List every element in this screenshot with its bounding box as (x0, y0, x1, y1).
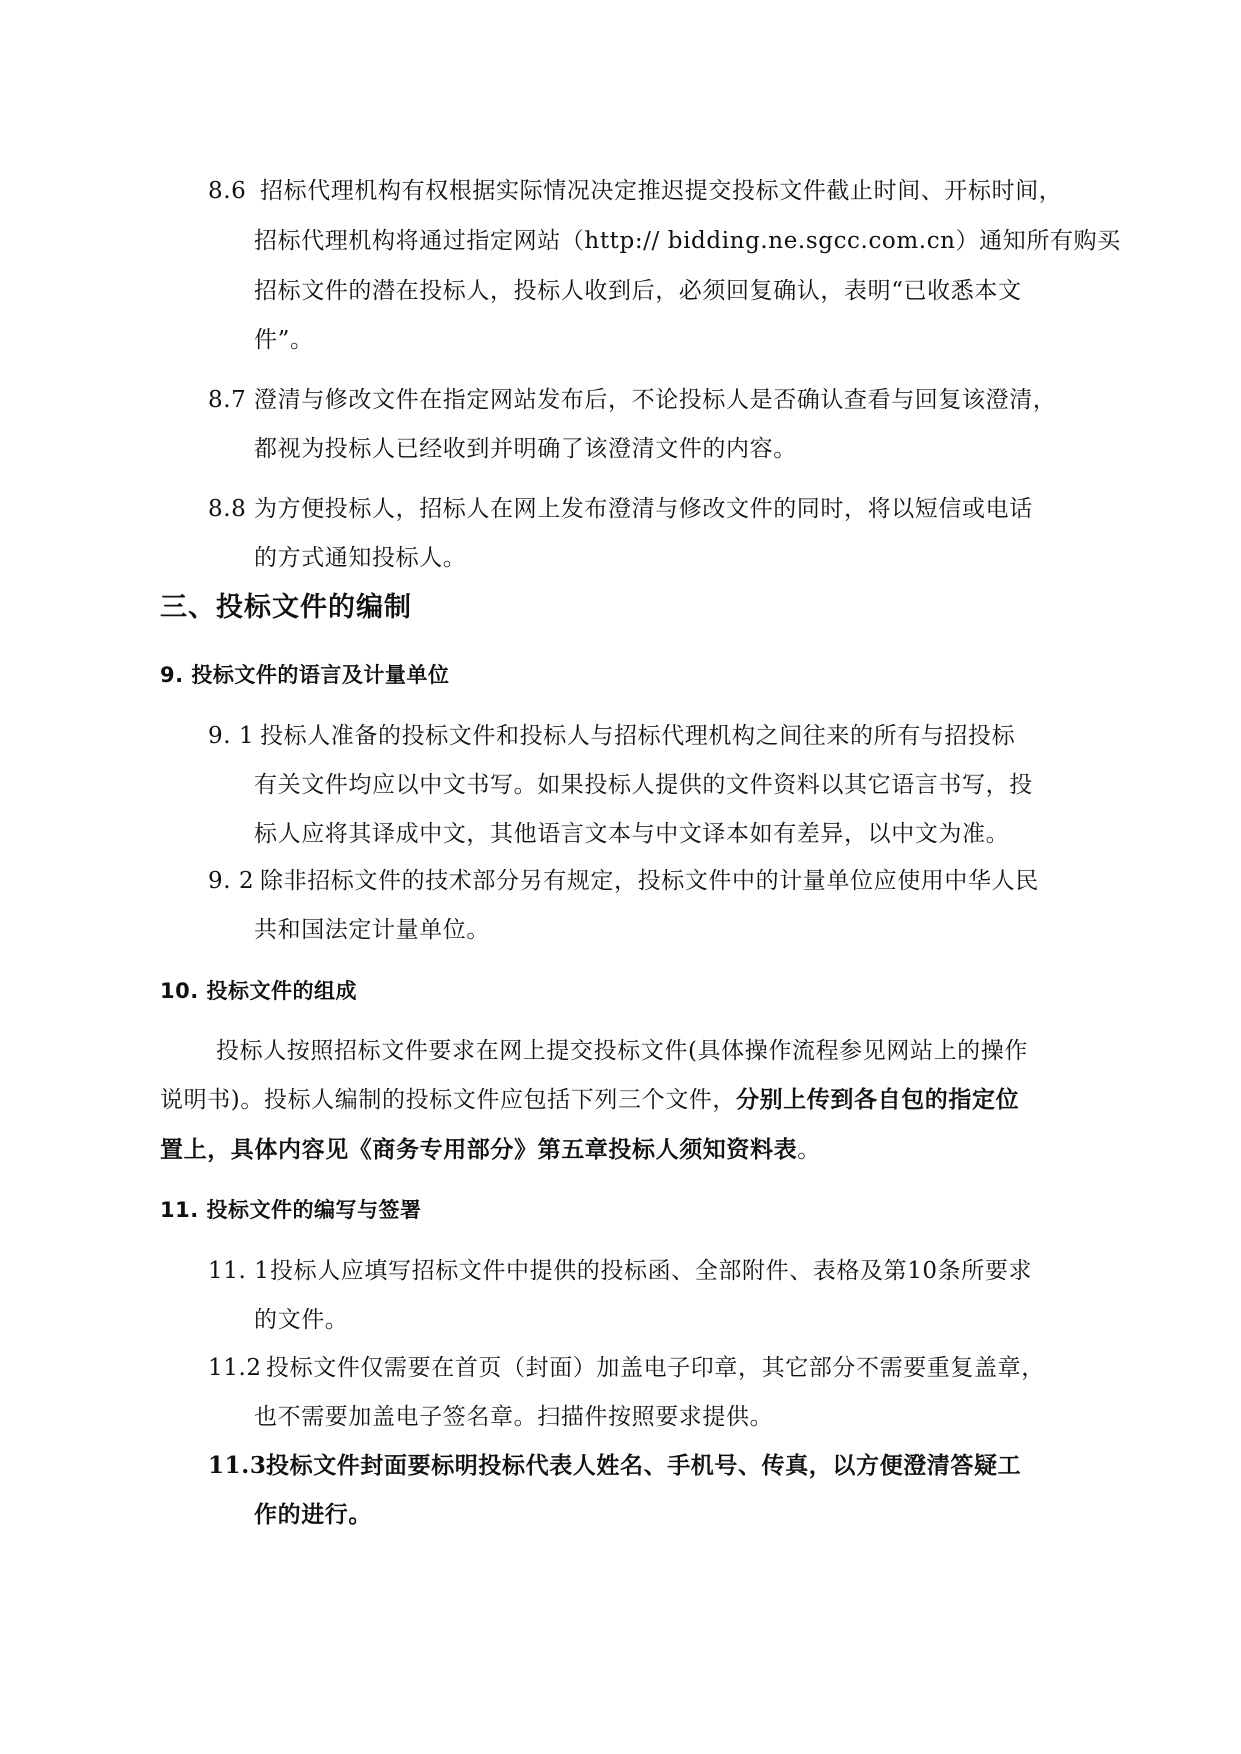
clause-8-7-line-1 (208, 385, 1056, 415)
clause-11-3-line-1 (208, 1451, 1021, 1481)
clause-11-3-line-2: 作的进行。 (254, 1501, 372, 1528)
clause-8-6-line-1 (208, 176, 1062, 206)
text-run-bold: 分别上传到各自包的指定位 (736, 1086, 1020, 1113)
clause-9-2-line-2: 共和国法定计量单位。 (254, 917, 490, 943)
clause-8-6-line-4: 件”。 (254, 327, 314, 353)
clause-text: 投标文件仅需要在首页（封面）加盖电子印章，其它部分不需要重复盖章， (266, 1355, 1045, 1381)
clause-text: 投标人应填写招标文件中提供的投标函、全部附件、表格及第10条所要求 (270, 1258, 1033, 1284)
clause-11-2-line-1 (208, 1353, 1045, 1383)
clause-number: 9. 1 (208, 723, 255, 749)
clause-number: 8.7 (208, 387, 247, 413)
clause-11-1-line-1 (208, 1256, 1032, 1286)
chapter-heading: 三、投标文件的编制 (160, 592, 412, 623)
text-run-emphasis: 三个 (617, 1087, 666, 1113)
section-10-heading: 10. 投标文件的组成 (160, 979, 358, 1003)
clause-11-1-line-2: 的文件。 (254, 1307, 349, 1333)
clause-8-8-line-1 (208, 494, 1033, 524)
clause-text: 澄清与修改文件在指定网站发布后，不论投标人是否确认查看与回复该澄清， (254, 387, 1057, 413)
text-run: 。 (797, 1137, 821, 1163)
clause-number: 9. 2 (208, 868, 255, 894)
section-10-paragraph-line-3 (160, 1135, 821, 1165)
clause-number: 8.6 (208, 178, 247, 204)
clause-text: 招标代理机构有权根据实际情况决定推迟提交投标文件截止时间、开标时间， (260, 178, 1063, 204)
clause-9-1-line-2: 有关文件均应以中文书写。如果投标人提供的文件资料以其它语言书写，投 (254, 772, 1033, 798)
section-9-heading: 9. 投标文件的语言及计量单位 (160, 663, 450, 687)
clause-9-1-line-3: 标人应将其译成中文，其他语言文本与中文译本如有差异，以中文为准。 (254, 821, 1010, 847)
clause-8-6-line-2: 招标代理机构将通过指定网站（http:// bidding.ne.sgcc.com.cn）通知所有购买 (254, 228, 1121, 254)
clause-number: 11. 1 (208, 1258, 270, 1284)
clause-number: 11.2 (208, 1355, 262, 1381)
text-run: 文件， (665, 1087, 736, 1113)
section-10-paragraph-line-2 (160, 1085, 1019, 1115)
clause-9-1-line-1 (208, 721, 1015, 751)
clause-number: 11.3 (208, 1452, 267, 1479)
clause-8-7-line-2: 都视为投标人已经收到并明确了该澄清文件的内容。 (254, 436, 797, 462)
clause-text: 投标文件封面要标明投标代表人姓名、手机号、传真，以方便澄清答疑工 (266, 1452, 1022, 1479)
clause-11-2-line-2: 也不需要加盖电子签名章。扫描件按照要求提供。 (254, 1404, 774, 1430)
clause-8-6-line-3: 招标文件的潜在投标人，投标人收到后，必须回复确认，表明“已收悉本文 (254, 278, 1022, 304)
text-run: 说明书)。投标人编制的投标文件应包括下列 (160, 1087, 618, 1113)
clause-text: 投标人准备的投标文件和投标人与招标代理机构之间往来的所有与招投标 (260, 723, 1016, 749)
text-run-bold: 置上，具体内容见《商务专用部分》第五章投标人须知资料表 (160, 1136, 798, 1163)
clause-text: 为方便投标人，招标人在网上发布澄清与修改文件的同时，将以短信或电话 (254, 496, 1033, 522)
clause-text: 除非招标文件的技术部分另有规定，投标文件中的计量单位应使用中华人民 (260, 868, 1039, 894)
clause-9-2-line-1 (208, 866, 1039, 896)
clause-8-8-line-2: 的方式通知投标人。 (254, 545, 467, 571)
section-10-paragraph-line-1: 投标人按照招标文件要求在网上提交投标文件(具体操作流程参见网站上的操作 (216, 1038, 1028, 1064)
clause-number: 8.8 (208, 496, 247, 522)
section-11-heading: 11. 投标文件的编写与签署 (160, 1198, 422, 1222)
